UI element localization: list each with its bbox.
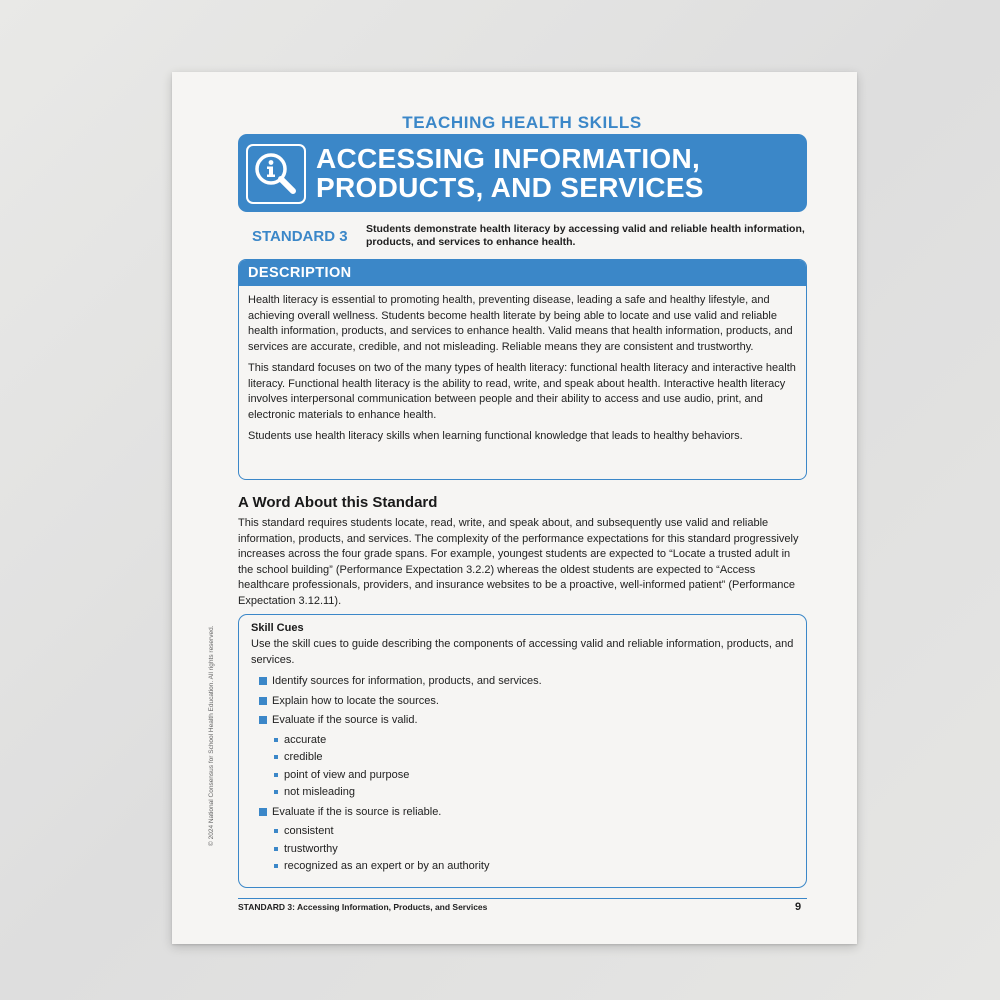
page-title	[316, 144, 704, 202]
sub-list-item	[251, 750, 794, 764]
small-square-bullet-icon	[274, 864, 278, 868]
list-item-text: Explain how to locate the sources.	[272, 694, 439, 707]
footer-divider	[238, 898, 807, 899]
small-square-bullet-icon	[274, 847, 278, 851]
sub-list-item-text: recognized as an expert or by an authority	[284, 860, 490, 872]
square-bullet-icon	[259, 677, 267, 685]
list-item	[251, 805, 794, 819]
description-paragraph: Students use health literacy skills when learning functional knowledge that leads to healthy behaviors.	[248, 430, 743, 442]
sub-list-item-text: consistent	[284, 825, 334, 837]
small-square-bullet-icon	[274, 738, 278, 742]
sub-list-item-text: credible	[284, 751, 323, 763]
description-body	[239, 286, 806, 445]
standard-label: STANDARD 3	[252, 228, 348, 245]
standard-statement: Students demonstrate health literacy by accessing valid and reliable health information, products, and services to enhance health.	[366, 223, 805, 248]
sub-list-item	[251, 733, 794, 747]
list-item-text: Evaluate if the is source is reliable.	[272, 805, 442, 818]
list-item	[251, 694, 794, 708]
title-line-2: PRODUCTS, AND SERVICES	[316, 172, 704, 203]
description-heading: DESCRIPTION	[239, 260, 806, 286]
copyright-notice: © 2024 National Consensus for School Health Education. All rights reserved.	[208, 625, 215, 846]
list-item-text: Identify sources for information, products, and services.	[272, 675, 542, 687]
description-box	[238, 259, 807, 480]
sub-list-item	[251, 859, 794, 873]
small-square-bullet-icon	[274, 755, 278, 759]
word-about-heading: A Word About this Standard	[238, 494, 438, 511]
description-paragraph: This standard focuses on two of the many types of health literacy: functional health literacy and interactive health literacy. Functional health literacy is the ability to read, write, and speak about health. Interactive health literacy involves interpersonal communication between people and their ability to access and use audio, print, and electronic materials to enhance health.	[248, 362, 796, 421]
sub-list-item	[251, 768, 794, 782]
sub-list-item-text: point of view and purpose	[284, 768, 410, 781]
square-bullet-icon	[259, 808, 267, 816]
sub-list-item	[251, 785, 794, 799]
square-bullet-icon	[259, 697, 267, 705]
skill-cues-heading: Skill Cues	[251, 622, 304, 634]
sub-list-item	[251, 842, 794, 856]
list-item-text: Evaluate if the source is valid.	[272, 714, 418, 726]
skill-cues-box	[238, 614, 807, 888]
description-paragraph: Health literacy is essential to promoting health, preventing disease, leading a safe and healthy lifestyle, and achieving overall wellness. Students become health literate by being able to locate and use valid and reliable health information, products, and services to enhance health. Valid means that health information, products, and services are accurate, credible, and not misleading. Reliable means they are consistent and trustworthy.	[248, 294, 793, 353]
sub-list-item-text: accurate	[284, 733, 327, 746]
skill-cues-intro: Use the skill cues to guide describing the components of accessing valid and reliable information, products, and services.	[251, 638, 794, 666]
square-bullet-icon	[259, 716, 267, 724]
title-line-1: ACCESSING INFORMATION,	[316, 143, 701, 174]
small-square-bullet-icon	[274, 790, 278, 794]
sub-list-item-text: not misleading	[284, 786, 355, 798]
page-number: 9	[795, 901, 802, 913]
small-square-bullet-icon	[274, 829, 278, 833]
info-magnifier-icon	[246, 144, 306, 204]
word-about-text: This standard requires students locate, read, write, and speak about, and subsequently use valid and reliable information, products, and services. The complexity of the performance expectations for this standard progressively increases across the four grade spans. For example, youngest students are expected to “Locate a trusted adult in the school building” (Performance Expectation 3.2.2) whereas the oldest students are expected to “Access healthcare professionals, providers, and insurance websites to be a proactive, well-informed patient” (Performance Expectation 3.12.11).	[238, 517, 799, 607]
list-item	[251, 713, 794, 727]
list-item	[251, 674, 794, 688]
title-banner	[238, 134, 807, 212]
section-kicker: TEACHING HEALTH SKILLS	[402, 113, 642, 132]
sub-list-item	[251, 824, 794, 838]
footer-running-title: STANDARD 3: Accessing Information, Products, and Services	[238, 902, 488, 912]
sub-list-item-text: trustworthy	[284, 842, 338, 855]
small-square-bullet-icon	[274, 773, 278, 777]
